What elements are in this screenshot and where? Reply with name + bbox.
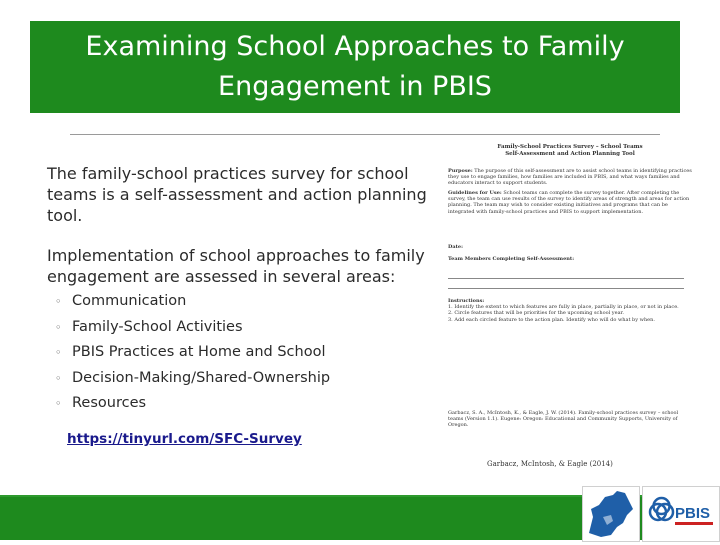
list-item — [55, 289, 330, 315]
bullet-icon: ◦ — [55, 320, 62, 334]
doc-guidelines — [448, 190, 692, 215]
list-item-label: Communication — [72, 293, 187, 309]
doc-instruction: 3. Add each circled feature to the action plan. Identify who will do what by when. — [448, 316, 655, 323]
doc-team-label: Team Members Completing Self-Assessment: — [448, 256, 575, 262]
doc-instructions-heading: Instructions: — [448, 298, 485, 304]
list-item — [55, 391, 330, 417]
doc-subtitle: Self-Assessment and Action Planning Tool — [505, 151, 635, 157]
title-line-2: Engagement in PBIS — [218, 71, 492, 102]
list-item-label: PBIS Practices at Home and School — [72, 344, 326, 360]
regional-map-logo — [582, 486, 640, 542]
slide-title — [30, 21, 680, 113]
pbis-logo — [642, 486, 720, 542]
divider — [70, 134, 660, 135]
survey-description: The family-school practices survey for school teams is a self-assessment and action planning tool. — [47, 164, 427, 225]
doc-instruction: 1. Identify the extent to which features are fully in place, partially in place, or not in place. — [448, 304, 679, 311]
list-item — [55, 315, 330, 341]
doc-date-label: Date: — [448, 244, 463, 250]
doc-team — [448, 256, 692, 262]
doc-guidelines-text: School teams can complete the survey together. After completing the survey, the team can use results of the survey to identify areas of strength and areas for action planning. The team may wish to consider existing initiatives and programs that can be integrated with family-school practices and PBIS to support implementation. — [448, 190, 690, 215]
doc-purpose — [448, 168, 692, 187]
doc-title: Family-School Practices Survey – School Teams — [497, 144, 643, 150]
list-item — [55, 366, 330, 392]
doc-purpose-label: Purpose: — [448, 168, 473, 174]
areas-intro: Implementation of school approaches to family engagement are assessed in several areas: — [47, 246, 425, 286]
doc-date — [448, 244, 692, 250]
bullet-icon: ◦ — [55, 397, 62, 410]
doc-purpose-text: The purpose of this self-assessment are to assist school teams in identifying practices they use to engage families, how families are included in PBIS, and what ways families and educators interact to support students. — [448, 168, 692, 187]
list-item-label: Resources — [72, 395, 147, 411]
citation: Garbacz, McIntosh, & Eagle (2014) — [487, 460, 613, 468]
areas-list — [55, 289, 330, 417]
survey-link[interactable]: https://tinyurl.com/SFC-Survey — [67, 431, 302, 447]
bullet-icon: ◦ — [55, 295, 62, 308]
doc-line — [448, 288, 684, 289]
list-item-label: Family-School Activities — [72, 318, 243, 335]
map-icon — [583, 487, 639, 541]
doc-reference: Garbacz, S. A., McIntosh, K., & Eagle, J. W. (2014). Family-school practices survey – school teams (Version 1.1). Eugene: Oregon: Educational and Community Supports, University of Oregon. — [448, 410, 679, 429]
doc-instruction: 2. Circle features that will be priorities for the upcoming school year. — [448, 310, 624, 317]
doc-guidelines-label: Guidelines for Use: — [448, 190, 502, 196]
bullet-icon: ◦ — [55, 346, 62, 359]
pbis-logo-text: PBIS — [675, 505, 711, 522]
list-item — [55, 340, 330, 366]
doc-line — [448, 278, 684, 279]
title-line-1: Examining School Approaches to Family — [85, 31, 625, 62]
survey-document-image — [448, 140, 692, 430]
list-item-label: Decision-Making/Shared-Ownership — [72, 369, 331, 386]
bullet-icon: ◦ — [55, 371, 62, 385]
pbis-rings-icon — [643, 487, 719, 541]
